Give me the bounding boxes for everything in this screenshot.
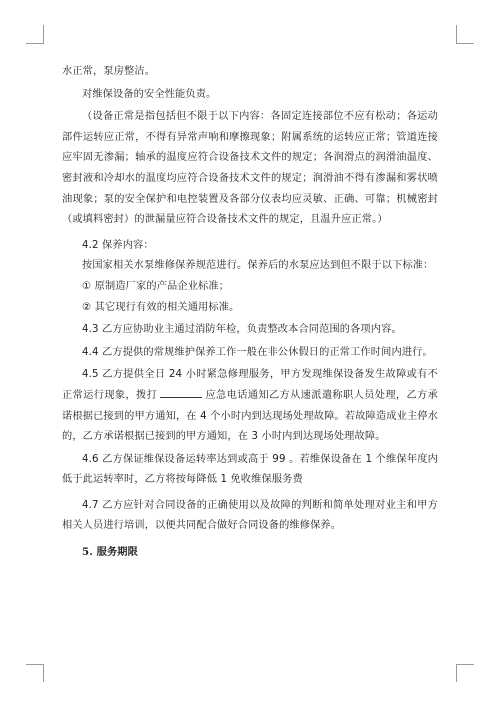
paragraph-4-5 [62, 365, 438, 447]
crop-mark-top-right [456, 25, 457, 43]
paragraph-maintenance-standard: 按国家相关水泵维修保养规范进行。保养后的水泵应达到但不限于以下标准： [82, 260, 434, 272]
crop-mark-top-left [43, 25, 44, 43]
list-item-1: ① 原制造厂家的产品企业标准； [82, 280, 230, 292]
paragraph-4-3: 4.3 乙方应协助业主通过消防年检，负责整改本合同范围的各项内容。 [82, 324, 402, 336]
paragraph-pump-room: 水正常，泵房整洁。 [62, 66, 156, 77]
phone-number-blank [160, 386, 202, 398]
crop-mark-bottom-right [456, 664, 457, 682]
paragraph-4-5-part-b: 应急电话通知乙方从速派遣称职人员处理，乙方承诺根据已接到的甲方通知，在 4 个小时内到达现场处理故障。若故障造成业主停水的，乙方承诺根据已接到的甲方通知，在 3 小时内到达现场处理故障。 [62, 389, 438, 443]
crop-mark-top-left [26, 43, 44, 44]
paragraph-4-7: 4.7 乙方应针对合同设备的正确使用以及故障的判断和简单处理对业主和甲方相关人员进行培训，以便共同配合做好合同设备的维修保养。 [62, 499, 438, 532]
paragraph-4-4: 4.4 乙方提供的常规维护保养工作一般在非公休假日的正常工作时间内进行。 [82, 346, 433, 358]
section-heading-4-2: 4.2 保养内容： [82, 239, 154, 251]
paragraph-equipment-normal: （设备正常是指包括但不限于以下内容：各固定连接部位不应有松动；各运动部件运转应正常，不得有异常声响和摩擦现象；附属系统的运转应正常；管道连接应牢固无渗漏；轴承的温度应符合设备技术文件的规定；各润滑点的润滑油温度、密封液和冷却水的温度均应符合设备技术文件的规定；润滑油不得有渗漏和雾状喷油现象；泵的安全保护和电控装置及各部分仪表均应灵敏、正确、可靠；机械密封（或填料密封）的泄漏量应符合设备技术文件的规定，且温升应正常。） [62, 111, 438, 226]
document-body [62, 62, 438, 563]
paragraph-safety: 对维保设备的安全性能负责。 [82, 88, 217, 100]
paragraph-4-6: 4.6 乙方保证维保设备运转率达到或高于 99 。若维保设备在 1 个维保年度内低于此运转率时，乙方将按每降低 1 免收维保服务费 [62, 453, 438, 486]
crop-mark-top-right [456, 43, 474, 44]
crop-mark-bottom-right [456, 664, 474, 665]
crop-mark-bottom-left [43, 664, 44, 682]
list-item-2: ② 其它现行有效的相关通用标准。 [82, 301, 240, 313]
section-heading-5: 5. 服务期限 [82, 546, 138, 559]
paragraph-4-5-part-a: 4.5 乙方提供全日 24 小时紧急修理服务，甲方发现维保设备发生故障或有不正常运行现象，拨打 [62, 369, 438, 401]
crop-mark-bottom-left [26, 664, 44, 665]
